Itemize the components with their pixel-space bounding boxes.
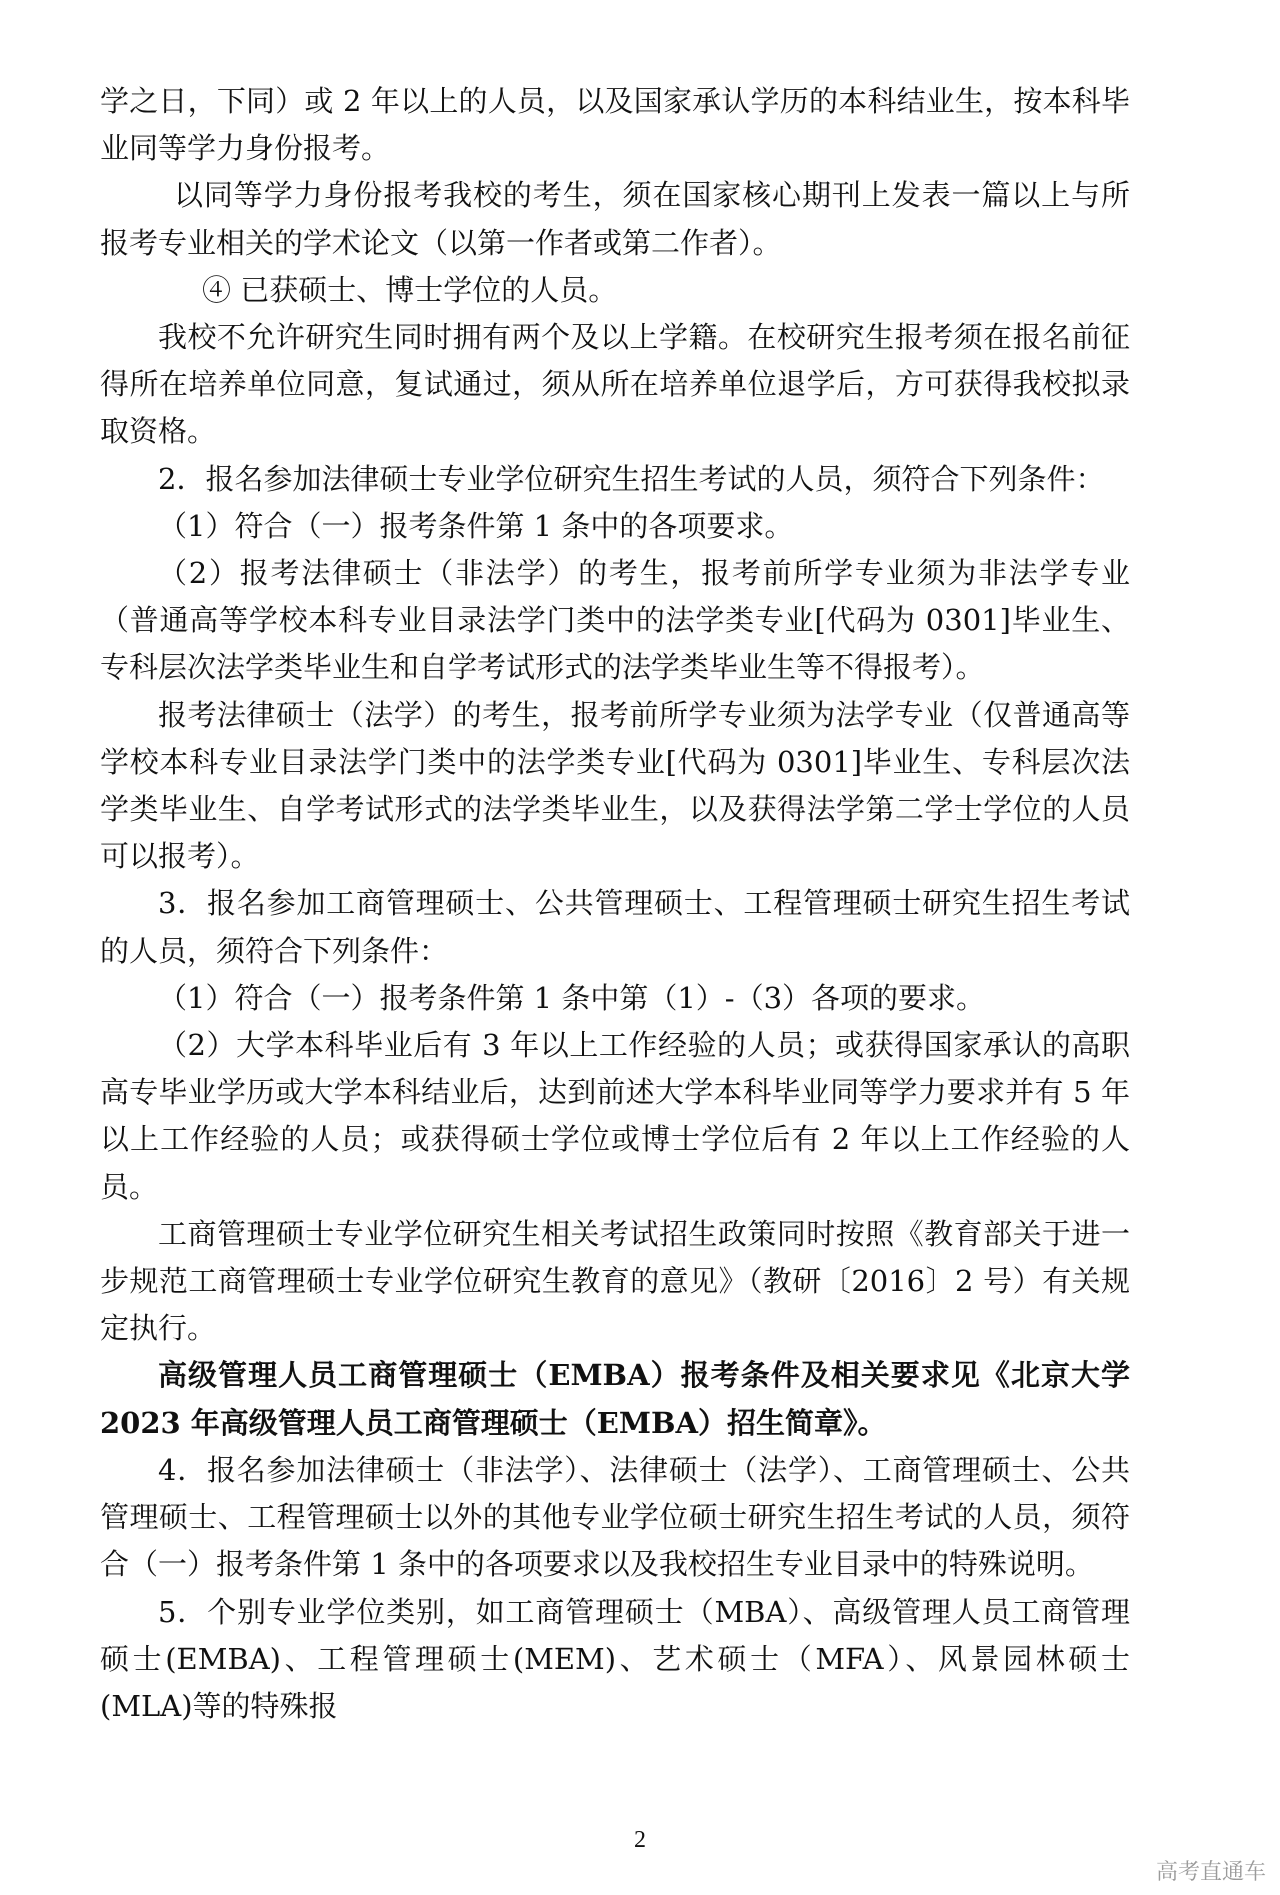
paragraph-law-condition-2: （2）报考法律硕士（非法学）的考生，报考前所学专业须为非法学专业（普通高等学校本科专业目录法学门类中的法学类专业[代码为 0301]毕业生、专科层次法学类毕业生和自学考试形式的法学类毕业生等不得报考）。 [100,556,1130,685]
paragraph-equivalent-qualification-continued: 学之日，下同）或 2 年以上的人员，以及国家承认学历的本科结业生，按本科毕业同等学力身份报考。 [100,84,1130,166]
paragraph-law-condition-1: （1）符合（一）报考条件第 1 条中的各项要求。 [158,508,794,543]
paragraph-law-master-law-major: 报考法律硕士（法学）的考生，报考前所学专业须为法学专业（仅普通高等学校本科专业目录法学门类中的法学类专业[代码为 0301]毕业生、专科层次法学类毕业生、自学考试形式的法学类毕业生，以及获得法学第二学士学位的人员可以报考）。 [100,697,1130,874]
paragraph-dual-enrollment: 我校不允许研究生同时拥有两个及以上学籍。在校研究生报考须在报名前征得所在培养单位同意，复试通过，须从所在培养单位退学后，方可获得我校拟录取资格。 [100,320,1130,449]
paragraph-other-professional-degrees: 4．报名参加法律硕士（非法学）、法律硕士（法学）、工商管理硕士、公共管理硕士、工程管理硕士以外的其他专业学位硕士研究生招生考试的人员，须符合（一）报考条件第 1 条中的各项要求以及我校招生专业目录中的特殊说明。 [100,1452,1130,1582]
paragraph-publication-requirement: 以同等学力身份报考我校的考生，须在国家核心期刊上发表一篇以上与所报考专业相关的学术论文（以第一作者或第二作者）。 [100,178,1130,260]
paragraph-special-degree-categories: 5．个别专业学位类别，如工商管理硕士（MBA）、高级管理人员工商管理硕士(EMBA)、工程管理硕士(MEM)、艺术硕士（MFA）、风景园林硕士(MLA)等的特殊报 [100,1594,1130,1723]
page-number: 2 [634,1827,646,1853]
watermark: 高考直通车 [1155,1860,1266,1885]
paragraph-emba-note: 高级管理人员工商管理硕士（EMBA）报考条件及相关要求见《北京大学 2023 年高级管理人员工商管理硕士（EMBA）招生简章》。 [100,1358,1130,1440]
paragraph-management-condition-1: （1）符合（一）报考条件第 1 条中第（1）-（3）各项的要求。 [158,980,986,1015]
paragraph-law-master-conditions: 2．报名参加法律硕士专业学位研究生招生考试的人员，须符合下列条件： [158,461,1105,496]
paragraph-mba-policy: 工商管理硕士专业学位研究生相关考试招生政策同时按照《教育部关于进一步规范工商管理硕士专业学位研究生教育的意见》（教研〔2016〕2 号）有关规定执行。 [100,1216,1130,1346]
paragraph-management-condition-2: （2）大学本科毕业后有 3 年以上工作经验的人员；或获得国家承认的高职高专毕业学历或大学本科结业后，达到前述大学本科毕业同等学力要求并有 5 年以上工作经验的人员；或获得硕士学位或博士学位后有 2 年以上工作经验的人员。 [100,1028,1130,1204]
paragraph-management-master-conditions: 3．报名参加工商管理硕士、公共管理硕士、工程管理硕士研究生招生考试的人员，须符合下列条件： [100,886,1130,968]
paragraph-degree-holders: ④ 已获硕士、博士学位的人员。 [202,272,618,307]
document-body [100,78,1130,1730]
